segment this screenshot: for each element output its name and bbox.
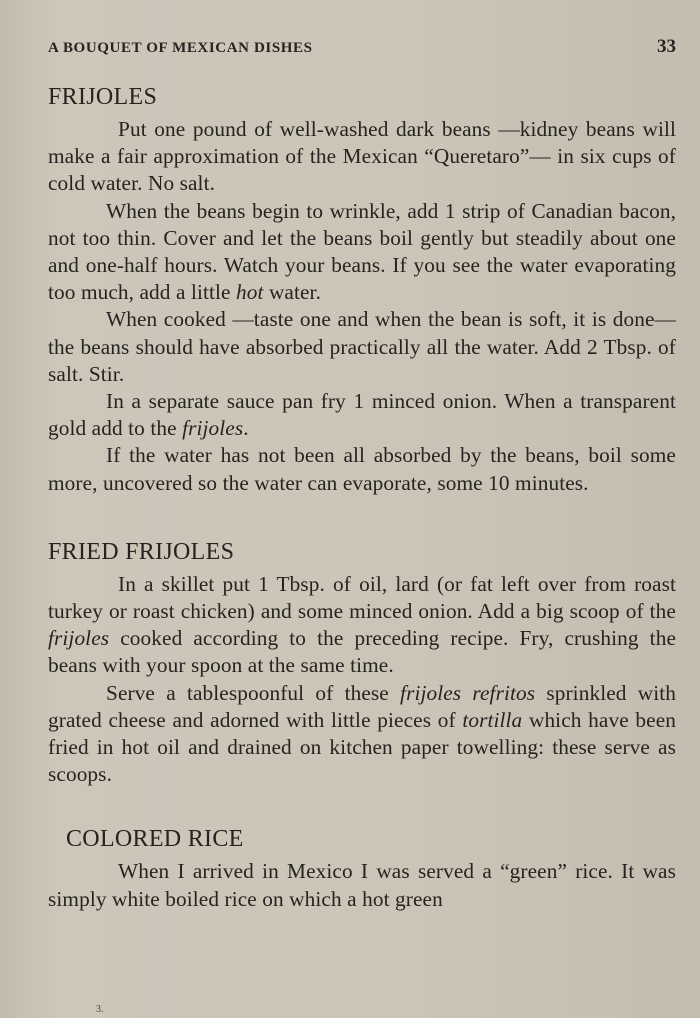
paragraph: When I arrived in Mexico I was served a “green” rice. It was simply white boiled rice on which a hot green [48,859,676,911]
paragraph: Serve a tablespoonful of these frijoles refritos sprinkled with grated cheese and adorned with little pieces of tortilla which have been fried in hot oil and drained on kitchen paper towelling: these serve as scoops. [48,680,677,787]
section-heading-frijoles: FRIJOLES [48,84,158,110]
paragraph: When cooked —taste one and when the bean is soft, it is done— the beans should have absorbed practically all the water. Add 2 Tbsp. of salt. Stir. [48,307,676,386]
paragraph: In a skillet put 1 Tbsp. of oil, lard (or fat left over from roast turkey or roast chicken) and some minced onion. Add a big scoop of the frijoles cooked according to the preceding recipe. Fry, crushing the beans with your spoon at the same time. [48,571,676,678]
section-heading-fried-frijoles: FRIED FRIJOLES [48,538,235,565]
paragraph: When the beans begin to wrinkle, add 1 strip of Canadian bacon, not too thin. Cover and let the beans boil gently but steadily about one and one-half hours. Watch your beans. If you see the water evaporating too much, add a little hot water. [48,198,676,305]
running-title: A BOUQUET OF MEXICAN DISHES [48,40,313,56]
signature-mark: 3. [96,1004,104,1015]
section-heading-colored-rice: COLORED RICE [66,826,244,853]
paragraph: In a separate sauce pan fry 1 minced onion. When a transparent gold add to the frijoles. [48,389,676,441]
paragraph: Put one pound of well-washed dark beans —kidney beans will make a fair approximation of the Mexican “Queretaro”— in six cups of cold water. No salt. [48,117,676,196]
book-page [48,36,676,913]
page-number: 33 [657,36,676,57]
paragraph: If the water has not been all absorbed by the beans, boil some more, uncovered so the water can evaporate, some 10 minutes. [48,443,676,495]
running-head [48,36,676,76]
